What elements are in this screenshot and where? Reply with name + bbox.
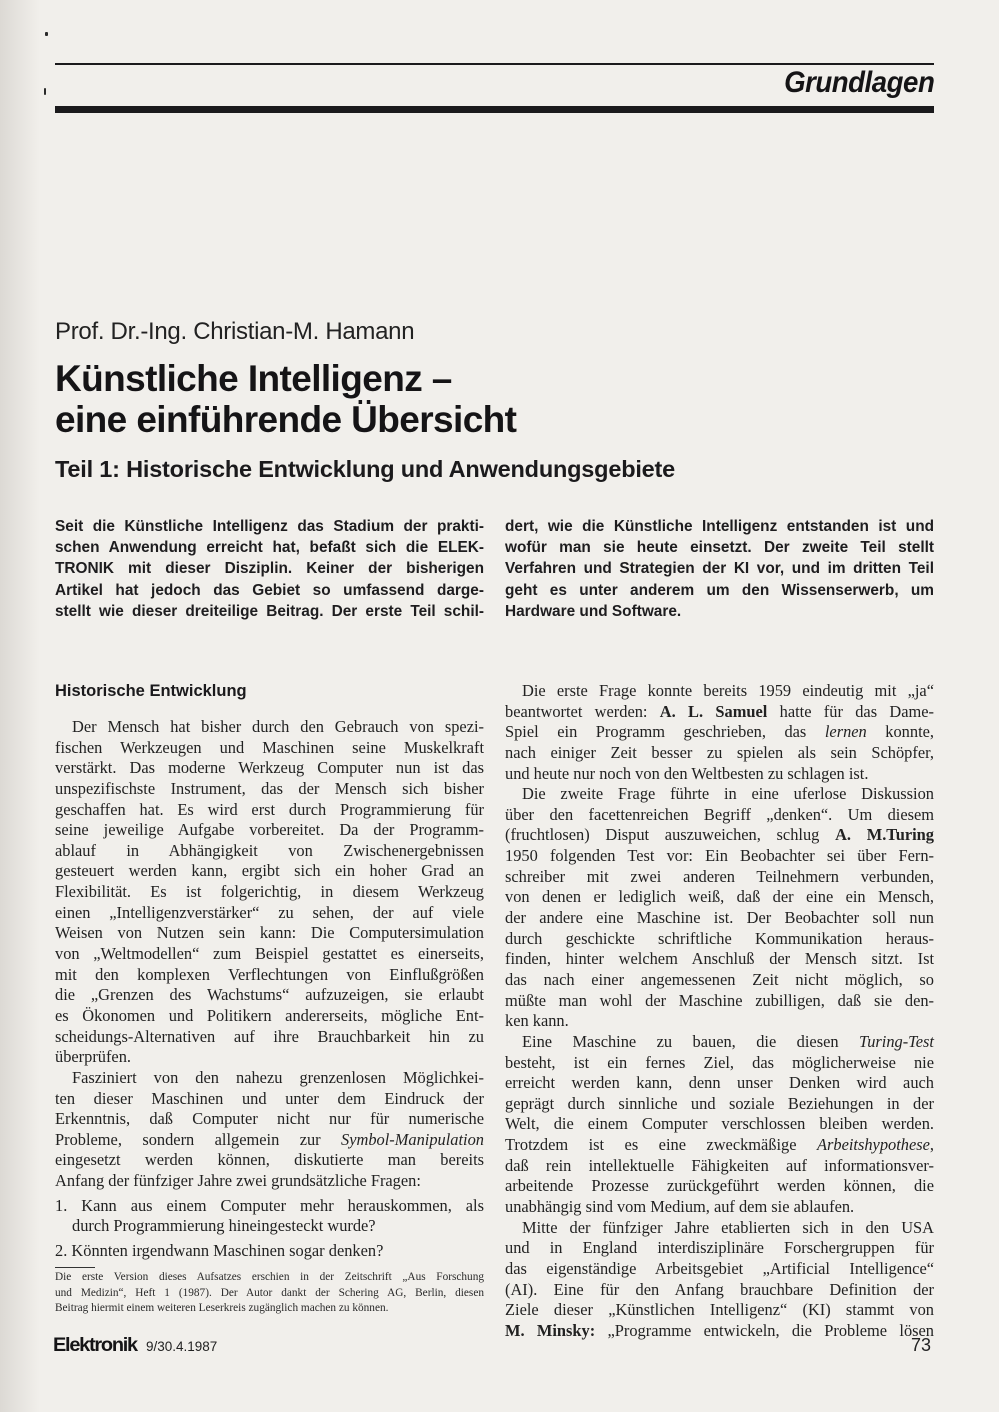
body-text-run: Spiel ein Programm geschrieben, das: [505, 722, 825, 742]
body-line: Flexibilität. Es ist folgerichtig, in diesem Werkzeug: [55, 882, 484, 902]
body-line: Die zweite Frage führte in eine uferlose Diskussion: [522, 784, 934, 804]
body-line: über den facettenreichen Begriff „denken“. Um diesem: [505, 804, 934, 824]
lead-line: TRONIK mit dieser Disziplin. Keiner der bisherigen: [55, 560, 484, 578]
page-edge-shadow: [0, 0, 40, 1412]
body-line: das eigenständige Arbeitsgebiet „Artificial Intelligence“: [505, 1258, 934, 1278]
body-text-run: hatte für das Dame-: [767, 701, 934, 721]
emphasis-arbeitshypothese: Arbeitshypothese: [817, 1135, 930, 1155]
body-line: müßte man wohl der Maschine zubilligen, daß sie den-: [505, 990, 934, 1010]
header-thick-rule: [55, 106, 934, 113]
body-line: [505, 1032, 934, 1053]
body-line: geprägt durch sinnliche und soziale Beziehungen in der: [505, 1093, 934, 1113]
body-line: Mitte der fünfziger Jahre etablierten sich in den USA: [522, 1217, 934, 1237]
section-heading: Historische Entwicklung: [55, 682, 247, 700]
body-text: [55, 717, 484, 1262]
body-line: das nach einer angemessenen Zeit nicht möglich, so: [505, 969, 934, 989]
lead-line: dert, wie die Künstliche Intelligenz entstanden ist und: [505, 518, 934, 535]
question-number: 2.: [55, 1241, 68, 1261]
body-line: [55, 1130, 484, 1151]
section-label: Grundlagen: [783, 66, 934, 99]
body-line: besteht, ist ein fernes Ziel, das möglicherweise nie: [505, 1052, 934, 1072]
person-name-minsky: M. Minsky:: [505, 1320, 596, 1340]
body-line: Weisen von Nutzen sein kann: Die Computersimulation: [55, 923, 484, 943]
body-line: ten dieser Maschinen und unter dem Eindruck der: [55, 1088, 484, 1108]
body-line: daß rein intellektuelle Fähigkeiten auf informationsver-: [505, 1155, 934, 1175]
question-2: [55, 1241, 484, 1262]
footnote: [55, 1270, 484, 1317]
emphasis-symbol-manipulation: Symbol-Manipulation: [341, 1129, 484, 1149]
body-line: Anfang der fünfziger Jahre zwei grundsätzliche Fragen:: [55, 1171, 421, 1191]
body-text-run: Eine Maschine zu bauen, die diesen: [522, 1031, 859, 1051]
lead-line: Verfahren und Strategien der KI vor, und im dritten Teil: [505, 560, 934, 578]
body-line: von „Weltmodellen“ zum Beispiel gestattet es einerseits,: [55, 944, 484, 964]
header-top-rule: [55, 63, 934, 65]
body-line: (AI). Eine für den Anfang brauchbare Definition der: [505, 1279, 934, 1299]
body-text-run: ,: [929, 1135, 934, 1155]
person-name-turing: A. M.Turing: [835, 825, 934, 845]
body-line: seine jeweilige Aufgabe vorbereitet. Da der Programm-: [55, 820, 484, 840]
body-line: Erkenntnis, daß Computer nicht nur für numerische: [55, 1109, 484, 1129]
article-subtitle: Teil 1: Historische Entwicklung und Anwendungsgebiete: [55, 456, 676, 482]
body-line: [505, 1321, 934, 1342]
body-text-run: Probleme, sondern allgemein zur: [55, 1129, 342, 1149]
body-line: Ziele dieser „Künstlichen Intelligenz“ (KI) stammt von: [505, 1300, 934, 1320]
body-text-run: „Programme entwickeln, die Probleme lösen: [595, 1320, 934, 1340]
body-column-right: [505, 681, 934, 1342]
question-1: [55, 1196, 484, 1217]
body-line: Welt, die einem Computer verschlossen bleiben werden.: [505, 1114, 934, 1134]
body-line: ken kann.: [505, 1011, 569, 1031]
body-line: verstärkt. Das moderne Werkzeug Computer nun ist das: [55, 758, 484, 778]
body-line: Fasziniert von den nahezu grenzenlosen Möglichkei-: [72, 1067, 484, 1087]
footnote-line: Beitrag hiermit einem weiteren Leserkreis zugänglich machen zu können.: [55, 1302, 389, 1315]
question-number: 1.: [55, 1195, 68, 1215]
issue-date: 9/30.4.1987: [146, 1339, 218, 1354]
body-line: finden, hinter welchem Anschluß der Mensch sitzt. Ist: [505, 949, 934, 969]
body-line: von denen er lediglich weiß, daß der eine ein Mensch,: [505, 887, 934, 907]
body-line: Die erste Frage konnte bereits 1959 eindeutig mit „ja“: [522, 681, 934, 700]
body-line: erreicht werden kann, denn unser Denken wird auch: [505, 1073, 934, 1093]
body-line: es Ökonomen und Politikern andererseits, mögliche Ent-: [55, 1005, 484, 1025]
body-line: überprüfen.: [55, 1047, 131, 1067]
lead-paragraph-left: [55, 516, 484, 622]
lead-line: Hardware und Software.: [505, 602, 682, 620]
body-line: arbeitende Prozesse zurückgeführt werden können, die: [505, 1176, 934, 1196]
emphasis-turing-test: Turing-Test: [858, 1031, 934, 1051]
title-line: eine einführende Übersicht: [55, 399, 517, 440]
body-text: [505, 681, 934, 1342]
lead-line: Artikel hat jedoch das Gebiet so umfassend darge-: [55, 581, 484, 599]
body-column-left: [55, 681, 484, 1262]
body-line: und in England interdisziplinäre Forschergruppen für: [505, 1238, 934, 1258]
body-line: und heute nur noch von den Weltbesten zu schlagen ist.: [505, 763, 869, 783]
magazine-logo: Elektronik: [53, 1335, 137, 1356]
lead-line: stellt wie dieser dreiteilige Beitrag. Der erste Teil schil-: [55, 602, 484, 620]
body-text-run: (fruchtlosen) Disput auszuweichen, schlug: [505, 825, 836, 845]
body-line: einen „Intelligenzverstärker“ zu sehen, der auf viele: [55, 902, 484, 922]
footnote-line: und Medizin“, Heft 1 (1987). Der Autor dankt der Schering AG, Berlin, diesen: [55, 1286, 484, 1299]
body-line: unabhängig sind vom Medium, auf dem sie ablaufen.: [505, 1197, 855, 1217]
page-number: 73: [911, 1335, 932, 1355]
question-text: Könnten irgendwann Maschinen sogar denken?: [71, 1241, 384, 1261]
body-line: unspezifischste Instrument, das der Mensch sich bisher: [55, 778, 484, 798]
body-line: der andere eine Maschine ist. Der Beobachter soll nun: [505, 908, 934, 928]
body-line: schreiber mit zwei anderen Teilnehmern verbunden,: [505, 866, 934, 886]
body-line: fischen Werkzeugen und Maschinen seine Muskelkraft: [55, 737, 484, 757]
lead-line: wofür man sie heute einsetzt. Der zweite Teil stellt: [505, 539, 934, 557]
body-line: [505, 722, 934, 743]
footnote-rule: [55, 1267, 95, 1268]
body-line: [505, 1135, 934, 1156]
lead-line: schen Anwendung erreicht hat, befaßt sich die ELEK-: [55, 539, 484, 557]
scan-speck: [45, 32, 48, 36]
article-title: [55, 358, 516, 440]
body-line: geschaffen hat. Es wird erst durch Programmierung für: [55, 799, 484, 819]
lead-paragraph-right: [505, 516, 934, 622]
body-text-run: beantwortet werden:: [505, 701, 660, 721]
body-line: nach einiger Zeit besser zu spielen als sein Schöpfer,: [505, 742, 934, 762]
title-line: Künstliche Intelligenz –: [55, 358, 452, 399]
body-line: [505, 702, 934, 723]
body-line: gesteuert werden kann, ergibt sich ein hoher Grad an: [55, 861, 484, 881]
body-line: eingesetzt werden können, diskutierte man bereits: [55, 1150, 484, 1170]
emphasis-lernen: lernen: [824, 722, 867, 742]
body-line: [505, 825, 934, 846]
lead-line: geht es unter anderem um den Wissenserwerb, um: [505, 581, 934, 599]
scan-speck: [44, 88, 46, 95]
lead-line: Seit die Künstliche Intelligenz das Stadium der prakti-: [55, 518, 484, 535]
body-text-run: Trotzdem ist es eine zweckmäßige: [505, 1135, 817, 1155]
person-name-samuel: A. L. Samuel: [659, 701, 768, 721]
body-text-run: konnte,: [866, 722, 935, 742]
article-author: Prof. Dr.-Ing. Christian-M. Hamann: [55, 318, 415, 345]
question-text: Kann aus einem Computer mehr herauskommen, als: [81, 1195, 484, 1215]
body-line: mit den komplexen Verflechtungen von Einflußgrößen: [55, 964, 484, 984]
body-line: scheidungs-Alternativen auf ihre Brauchbarkeit hin zu: [55, 1026, 484, 1046]
body-line: Der Mensch hat bisher durch den Gebrauch von spezi-: [72, 717, 484, 736]
body-line: ablauf in Abhängigkeit von Zwischenergebnissen: [55, 840, 484, 860]
question-list: [55, 1196, 484, 1262]
body-line: 1950 folgenden Test vor: Ein Beobachter sei über Fern-: [505, 846, 934, 866]
footnote-line: Die erste Version dieses Aufsatzes erschien in der Zeitschrift „Aus Forschung: [55, 1271, 484, 1283]
question-1-continued: durch Programmierung hineingesteckt wurde?: [72, 1216, 376, 1236]
body-line: durch geschickte schriftliche Kommunikation heraus-: [505, 928, 934, 948]
body-line: die „Grenzen des Wachstums“ aufzuzeigen, sie erlaubt: [55, 985, 484, 1005]
